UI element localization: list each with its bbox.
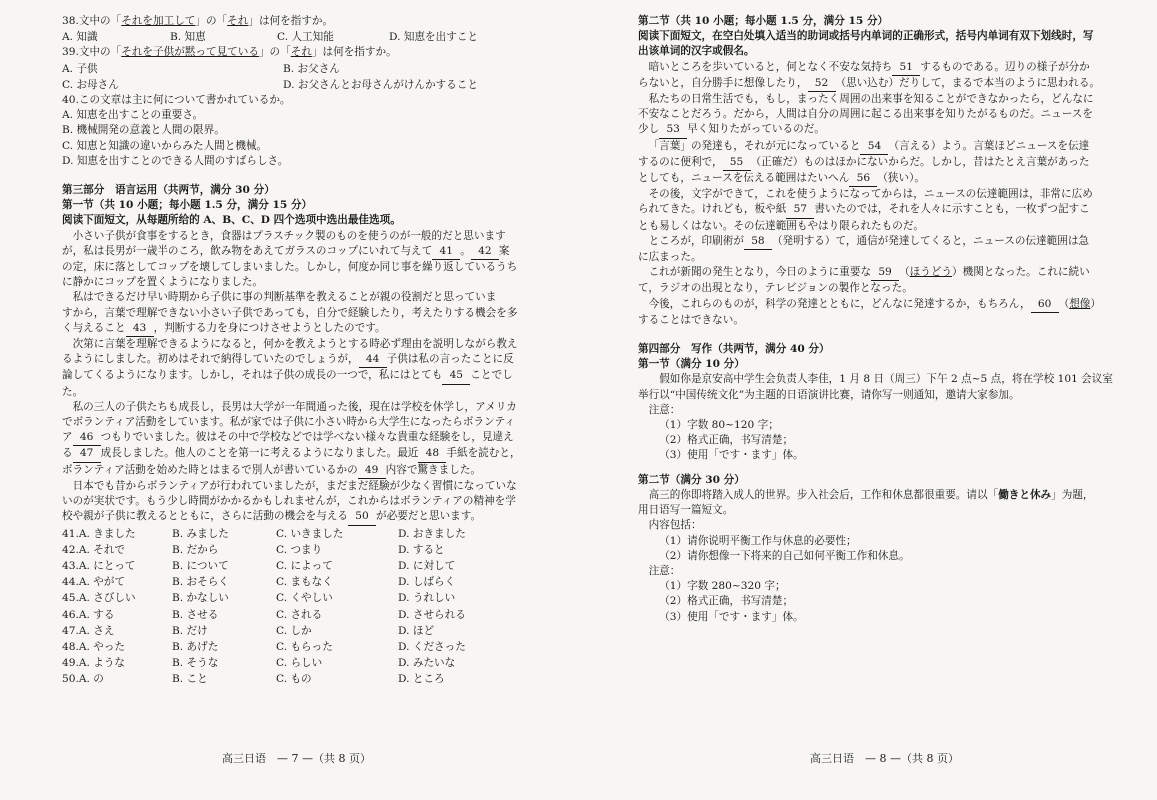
page-footer-left: 高三日语 — 7 —（共 8 页） [222, 752, 371, 765]
blank-54: 54 [860, 139, 888, 155]
part3-title: 第三部分 语言运用（共两节，满分 30 分） [62, 184, 275, 197]
blank-52: 52 [808, 76, 836, 92]
q40-option-d: D. 知恵を出すことのできる人間のすばらしさ。 [62, 154, 289, 167]
page-footer-right: 高三日语 — 8 —（共 8 页） [810, 752, 959, 765]
q38-stem: 38.文中の「それを加工して」の「それ」は何を指すか。 [62, 15, 334, 27]
options-row: 47.A. さえ B. だけ C. しか D. ほど [62, 624, 435, 637]
blank-45: 45 [442, 368, 470, 384]
options-41-50 [62, 526, 576, 688]
q39-options-cd: C. お母さん D. お父さんとお母さんがけんかすること [62, 78, 478, 91]
options-row: 48.A. やった B. あげた C. もらった D. くださった [62, 640, 466, 653]
part4-title: 第四部分 写作（共两节，满分 40 分） [638, 343, 830, 356]
blank-60: 60 [1031, 297, 1059, 313]
q39-stem: 39.文中の「それを子供が黙って見ている」の「それ」は何を指すか。 [62, 46, 397, 59]
options-row: 46.A. する B. させる C. される D. させられる [62, 608, 466, 621]
writing2-text-2: 用日语写一篇短文。 [638, 504, 734, 517]
blank-48: 48 [418, 446, 446, 462]
writing1-text-2: 举行以“中国传统文化”为主题的日语演讲比赛，请你写一则通知，邀请大家参加。 [638, 388, 1020, 401]
cloze-passage: 小さい子供が食事をするとき，食器はプラスチック製のものを使うのが一般的だと思います が，私は長男が一歳半のころ，飲み物をあえてガラスのコップにいれて与えて 41 。 42 案 の定，床に落としてコップを壊してしまいました。しかし，何度か同じ事を繰り返しているうち に静かにコップを置くようになりました。 私はできるだけ早い時期から子供に事の判断基準を教えることが親の役割だと思っていま すから，言葉で理解できない小さい子供であっても，自分で経験したり，考えたりする機会を多 く与えること 43 ，判断する力を身につけさせようとしたのです。 次第に言葉を理解できるようになると，何かを教えようとする時必ず理由を説明しながら教え るようにしました。初めはそれで納得していたのでしょうが， 44 子供は私の言ったことに反 論してくるようになります。しかし，それは子供の成長の一つで，私にはとても 45 ことでし た。 私の三人の子供たちも成長し，長男は大学が一年間通った後，現在は学校を休学し，アメリカ でボランティア活動をしています。私が家では子供に小さい時から大学生になったらボランティ ア 46 つもりでいました。彼はその中で学校などでは学べない様々な貴重な経験をし，見違え る 47 成長しました。他人のことを第一に考えるようになりました。最近 48 手紙を読むと， ボランティア活動を始めた時とはまるで別人が書いているかの 49 内容で驚きました。 日本でも昔からボランティアが行われていましたが，まだまだ経験が少なく習慣になっていな いのが実状です。もう少し時間がかかるかもしれませんが，これからはボランティアの精神を学 校や親が子供に教えるとともに，さらに活動の機会を与える 50 が必要だと思います。 [62, 229, 576, 526]
writing2-note: （1）字数 280~320 字； [659, 580, 786, 593]
blank-55: 55 [723, 155, 751, 171]
blank-41: 41 [432, 244, 460, 260]
section2-instruction-1: 阅读下面短文，在空白处填入适当的助词或括号内单词的正确形式，括号内单词有双下划线时，写 [638, 30, 1094, 43]
options-row: 41.A. きました B. みました C. いきました D. おきました [62, 527, 466, 540]
writing2-content: （2）请你想像一下将来的自己如何平衡工作和休息。 [659, 549, 910, 562]
blank-53: 53 [659, 122, 687, 138]
fill-passage: 暗いところを歩いていると，何となく不安な気持ち 51 するものである。辺りの様子が分か らないと，自分勝手に想像したり， 52 （思い込む）だりして，まるで本当のように思われる。 私たちの日常生活でも，もし，まったく周囲の出来事を知ることができなかったら，どんなに 不安なことだろう。だから，人間は自分の周囲に起こる出来事を知りたがるものだ。ニュースを 少し 53 早く知りたがっているのだ。 「言葉」の発達も，それが元になっていると 54 （言える）よう。言葉ほどニュースを伝達 するのに便利で， 55 （正確だ）ものはほかにないからだ。しかし，昔はたとえ言葉があった としても，ニュースを伝える範囲はたいへん 56 （狭い）。 その後，文字ができて，これを使うようになってからは，ニュースの伝達範囲は，非常に広め られてきた。けれども，板や紙 57 書いたのでは，それを人々に示すことも，一枚ずつ記すこ とも易しくはない。その伝達範囲もやはり限られたものだ。 ところが，印刷術が 58 （発明する）て，通信が発達してくると，ニュースの伝達範囲は急 に広まった。 これが新聞の発生となり，今日のように重要な 59 （ほうどう）機関となった。これに続い て，ラジオの出現となり，テレビジョンの製作となった。 今後，これらのものが，科学の発達とともに，どんなに発達するか，もちろん， 60 （想像） することはできない。 [638, 60, 1101, 326]
blank-47: 47 [73, 446, 101, 462]
writing2-text-1: 高三的你即将踏入成人的世界。步入社会后，工作和休息都很重要。请以「働きと休み」为题， [648, 488, 1094, 501]
q38-options: A. 知識 B. 知恵 C. 人工知能 D. 知恵を出すこと [62, 31, 479, 44]
writing1-text-1: 假如你是京安高中学生会负责人李佳，1 月 8 日（周三）下午 2 点~5 点，将在学校 101 会议室 [659, 373, 1113, 386]
writing2-note: （2）格式正确，书写清楚； [659, 595, 794, 608]
options-row: 49.A. ような B. そうな C. らしい D. みたいな [62, 657, 456, 670]
blank-42: 42 [471, 244, 499, 260]
blank-57: 57 [786, 202, 814, 218]
q40-option-c: C. 知恵と知識の違いからみた人間と機械。 [62, 139, 268, 152]
writing1-notes-label: 注意： [648, 403, 681, 416]
blank-46: 46 [73, 430, 101, 446]
writing1-note: （1）字数 80~120 字； [659, 419, 779, 432]
blank-58: 58 [744, 234, 772, 250]
blank-50: 50 [348, 509, 376, 525]
options-row: 43.A. にとって B. について C. によって D. に対して [62, 559, 456, 572]
section2-title: 第二节（共 10 小题；每小题 1.5 分，满分 15 分） [638, 15, 889, 27]
options-row: 50.A. の B. こと C. もの D. ところ [62, 673, 445, 686]
options-row: 45.A. さびしい B. かなしい C. くやしい D. うれしい [62, 592, 456, 605]
right-page [592, 0, 1157, 800]
q40-stem: 40.この文章は主に何について書かれているか。 [62, 94, 291, 107]
blank-59: 59 [871, 265, 899, 281]
blank-51: 51 [892, 60, 920, 76]
blank-43: 43 [126, 321, 154, 337]
writing1-note: （2）格式正确，书写清楚； [659, 434, 794, 447]
writing1-note: （3）使用「です・ます」体。 [659, 449, 804, 462]
writing2-content-label: 内容包括： [648, 519, 702, 532]
blank-56: 56 [849, 171, 877, 187]
q40-option-a: A. 知恵を出すことの重要さ。 [62, 109, 204, 122]
section2-instruction-2: 出该单词的汉字或假名。 [638, 45, 755, 58]
options-row: 44.A. やがて B. おそらく C. まもなく D. しばらく [62, 576, 456, 589]
section1-instruction: 阅读下面短文，从每题所给的 A、B、C、D 四个选项中选出最佳选项。 [62, 214, 401, 227]
writing2-content: （1）请你说明平衡工作与休息的必要性； [659, 534, 857, 547]
blank-44: 44 [359, 352, 387, 368]
options-row: 42.A. それで B. だから C. つまり D. すると [62, 543, 445, 556]
blank-49: 49 [358, 463, 386, 479]
q39-options-ab: A. 子供 B. お父さん [62, 62, 340, 75]
writing2-notes-label: 注意： [648, 564, 681, 577]
section1-title: 第一节（共 10 小题；每小题 1.5 分，满分 15 分） [62, 199, 313, 212]
writing2-note: （3）使用「です・ます」体。 [659, 610, 804, 623]
writing2-title: 第二节（满分 30 分） [638, 473, 745, 486]
q40-option-b: B. 機械開発の意義と人間の限界。 [62, 124, 225, 137]
writing1-title: 第一节（满分 10 分） [638, 358, 745, 371]
